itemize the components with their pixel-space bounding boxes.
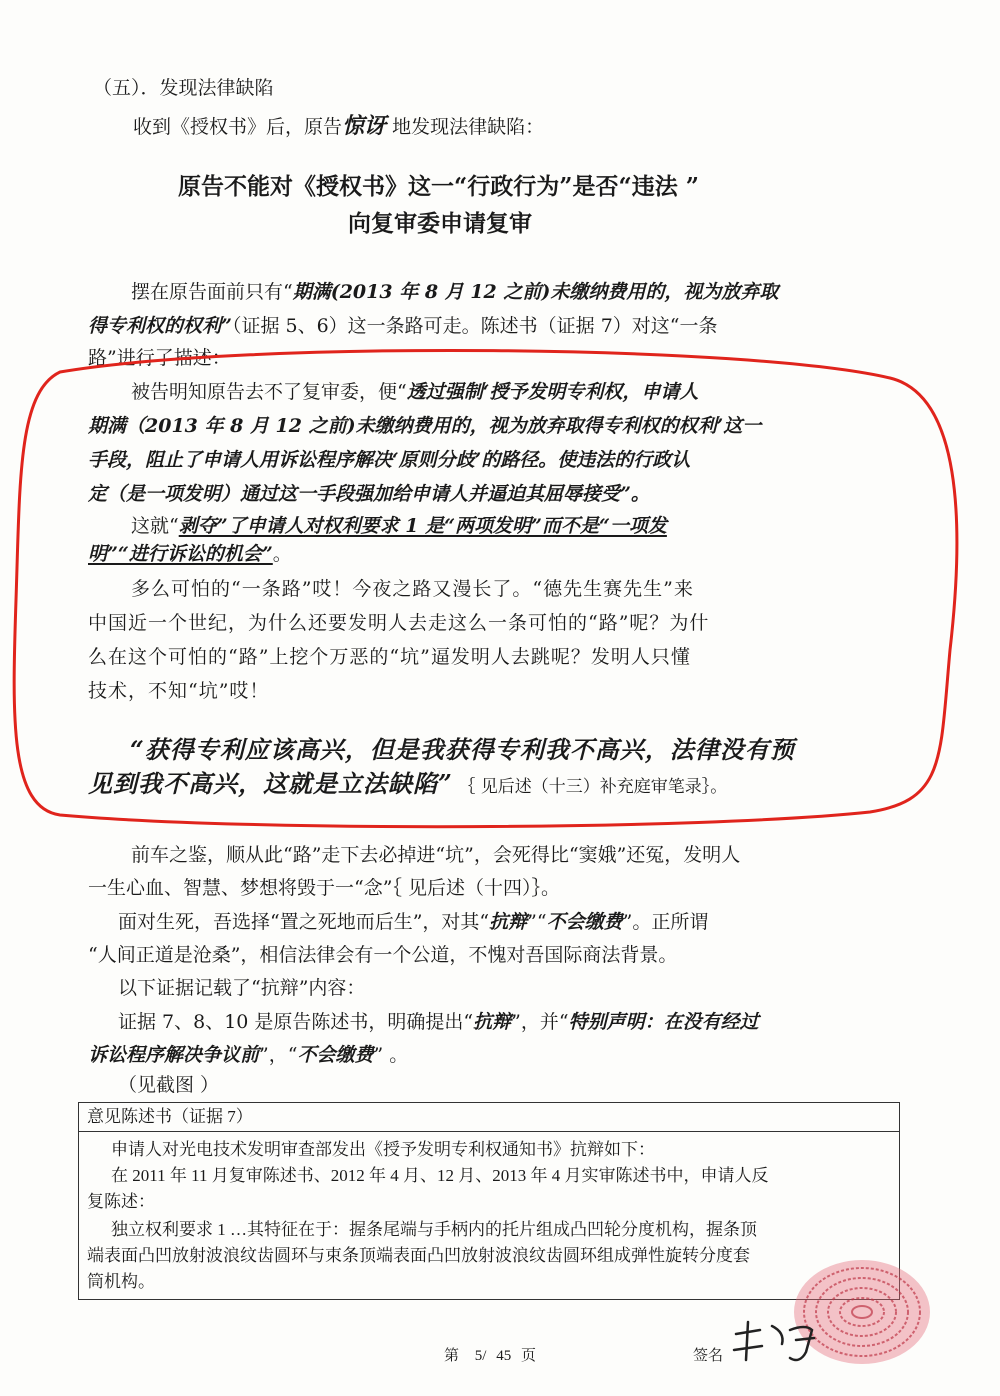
page-current: 5 [474,1348,483,1364]
para3-l1-pre: 面对生死，吾选择“置之死地而后生”，对其“ [118,911,490,933]
red-circle-annotation [14,350,957,826]
heading-line-2: 向复审委申请复审 [348,210,532,237]
circled-p2-l1-italic: 剥夺”了申请人对权利要求 1 是“两项发明”而不是“一项发 [178,515,667,537]
intro-emph: 惊讶 [342,113,387,139]
circled-p1-line-3: 手段，阻止了申请人用诉讼程序解决‘原则分歧’的路径。使违法的行政认 [88,449,691,471]
circled-quote-ref: ｛ 见后述（十三）补充庭审笔录｝。 [466,777,728,797]
para5-l1-mid: ”，并“ [511,1011,569,1033]
para5-l2-italic: 诉讼程序解决争议前 [88,1044,260,1066]
evidence-box-line-6: 筒机构。 [87,1272,155,1291]
circled-p2-l2-italic: 明”“进行诉讼的机会” [88,543,273,565]
circled-p1-line-4: 定（是一项发明）通过这一手段强加给申请人并逼迫其屈辱接受”。 [88,483,650,505]
heading-line-1: 原告不能对《授权书》这一“行政行为”是否“违法 ” [178,173,699,200]
para1-l2-italic: 得专利权的权利” [88,315,232,337]
intro-post: 地发现法律缺陷： [386,116,545,138]
para2-line-2: 一生心血、智慧、梦想将毁于一“念”｛ 见后述（十四）｝。 [88,877,560,899]
circled-p3-line-2: 中国近一个世纪，为什么还要发明人去走这么一条可怕的“路”呢？为什 [88,612,710,634]
para4: 以下证据记载了“抗辩”内容： [118,977,366,999]
para3-l1-italic-2: 不会缴费 [546,911,623,933]
intro-pre: 收到《授权书》后，原告 [133,116,343,138]
circled-p1-l1-pre: 被告明知原告去不了复审委，便“ [131,381,407,403]
para2-line-1: 前车之鉴，顺从此“路”走下去必掉进“坑”，会死得比“窦娥”还冤，发明人 [131,844,741,866]
circled-p2-l1-pre: 这就“ [131,515,179,537]
para5-l1-pre: 证据 7、8、10 是原告陈述书，明确提出“ [118,1011,474,1033]
para1-l1-pre: 摆在原告面前只有“ [131,281,293,303]
handwritten-signature [734,1322,814,1360]
para1-l1-italic: 期满(2013 年 8 月 12 之前)未缴纳费用的，视为放弃取 [292,281,779,303]
para3-line-2: “人间正道是沧桑”，相信法律会有一个公道，不愧对吾国际商法背景。 [88,944,678,966]
page-total: 45 [496,1348,512,1364]
para5-l2-italic-2: 不会缴费 [297,1044,374,1066]
circled-p1-line-2: 期满（2013 年 8 月 12 之前)未缴纳费用的，视为放弃取得专利权的权利’这一 [88,415,762,437]
evidence-box-line-1: 申请人对光电技术发明审查部发出《授予发明专利权通知书》抗辩如下： [111,1140,655,1159]
circled-quote-line-1: “获得专利应该高兴，但是我获得专利我不高兴，法律没有预 [130,735,795,764]
fingerprint-mark [794,1260,930,1364]
circled-quote-l2-text: 见到我不高兴，这就是立法缺陷” [88,769,453,798]
page-suffix: 页 [520,1348,536,1364]
para3-l1-mid: ”“ [527,911,547,933]
para3-l1-post: ”。正所谓 [622,911,709,933]
para5-l2-mid: ”，“ [259,1044,298,1066]
page-separator: / [482,1348,487,1364]
evidence-box-line-2: 在 2011 年 11 月复审陈述书、2012 年 4 月、12 月、2013 年 4 月实审陈述书中，申请人反 [111,1166,769,1185]
circled-p2-l2-post: 。 [272,543,292,565]
see-screenshot: （见截图 ） [118,1074,220,1096]
para5-l1-italic: 抗辩 [473,1011,512,1033]
evidence-box-title: 意见陈述书（证据 7） [87,1107,253,1126]
evidence-box-line-3: 复陈述： [87,1192,155,1211]
page-prefix: 第 [444,1348,460,1364]
evidence-box-line-4: 独立权利要求 1 …其特征在于：握条尾端与手柄内的托片组成凸凹轮分度机构，握条顶 [111,1220,757,1239]
para1-l2-post: （证据 5、6）这一条路可走。陈述书（证据 7）对这“一条 [231,315,718,337]
para3-l1-italic: 抗辩 [489,911,528,933]
circled-p1-l1-italic: 透过强制‘授予发明专利权，申请人 [406,381,699,403]
para5-l2-post: ” 。 [373,1044,409,1066]
para1-line-3: 路”进行了描述： [88,347,231,369]
circled-p3-line-4: 技术，不知“坑”哎！ [88,680,270,702]
circled-p3-line-3: 么在这个可怕的“路”上挖个万恶的“坑”逼发明人去跳呢？发明人只懂 [88,646,691,668]
signature-label: 签名 [693,1348,724,1364]
evidence-box-line-5: 端表面凸凹放射波浪纹齿圆环与束条顶端表面凸凹放射波浪纹齿圆环组成弹性旋转分度套 [87,1246,750,1265]
para5-l1-italic-2: 特别声明：在没有经过 [568,1011,759,1033]
section-title: （五）．发现法律缺陷 [93,77,274,99]
circled-p3-line-1: 多么可怕的“一条路”哎！今夜之路又漫长了。“德先生赛先生”来 [131,578,694,600]
